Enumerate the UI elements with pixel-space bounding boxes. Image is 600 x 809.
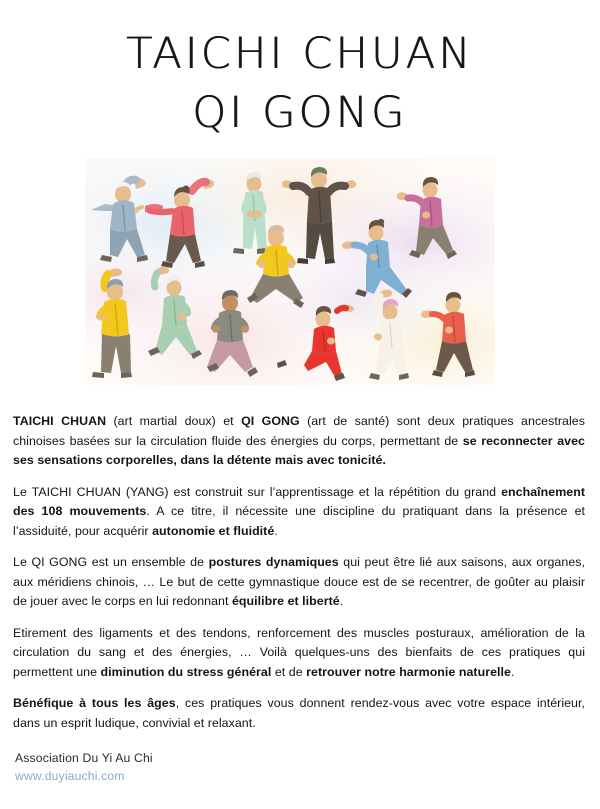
page-title: [0, 0, 600, 142]
paragraph-qigong: Le QI GONG est un ensemble de postures dynamiques qui peut être lié aux saisons, aux organes, aux méridiens chinois, … Le but de cette gymnastique douce est de se recentrer, de goûter au plaisir de jouer avec le corps en lui redonnant équilibre et liberté.: [13, 555, 585, 608]
taichi-illustration-svg: [85, 158, 495, 385]
paragraph-benefique: Bénéfique à tous les âges, ces pratiques vous donnent rendez-vous avec votre espace intérieur, dans un esprit ludique, convivial et relaxant.: [13, 696, 585, 730]
association-name: Association Du Yi Au Chi: [15, 751, 153, 765]
title-line-taichi-chuan: TAICHI CHUAN: [126, 29, 474, 79]
taichi-illustration: [85, 158, 495, 385]
paragraph-bienfaits: Etirement des ligaments et des tendons, renforcement des muscles posturaux, amélioration de la circulation du sang et des énergies, … Voilà quelques-uns des bienfaits de ces pratiques qui permettent une diminution du stress général et de retrouver notre harmonie naturelle.: [13, 625, 585, 679]
website-link[interactable]: www.duyiauchi.com: [15, 769, 125, 783]
paragraph-intro: TAICHI CHUAN (art martial doux) et QI GONG (art de santé) sont deux pratiques ancestrales chinoises basées sur la circulation fluide des énergies du corps, permettant de se reconnecter avec ses sensations corporelles, dans la détente mais avec tonicité.: [13, 414, 585, 467]
paragraph-taichi: Le TAICHI CHUAN (YANG) est construit sur l’apprentissage et la répétition du grand enchaînement des 108 mouvements. A ce titre, il nécessite une discipline du pratiquant dans la présence et l’assiduité, pour acquérir autonomie et fluidité.: [13, 484, 585, 538]
title-line-qi-gong: QI GONG: [192, 87, 408, 138]
article-body: [13, 412, 585, 733]
footer: [15, 750, 415, 785]
